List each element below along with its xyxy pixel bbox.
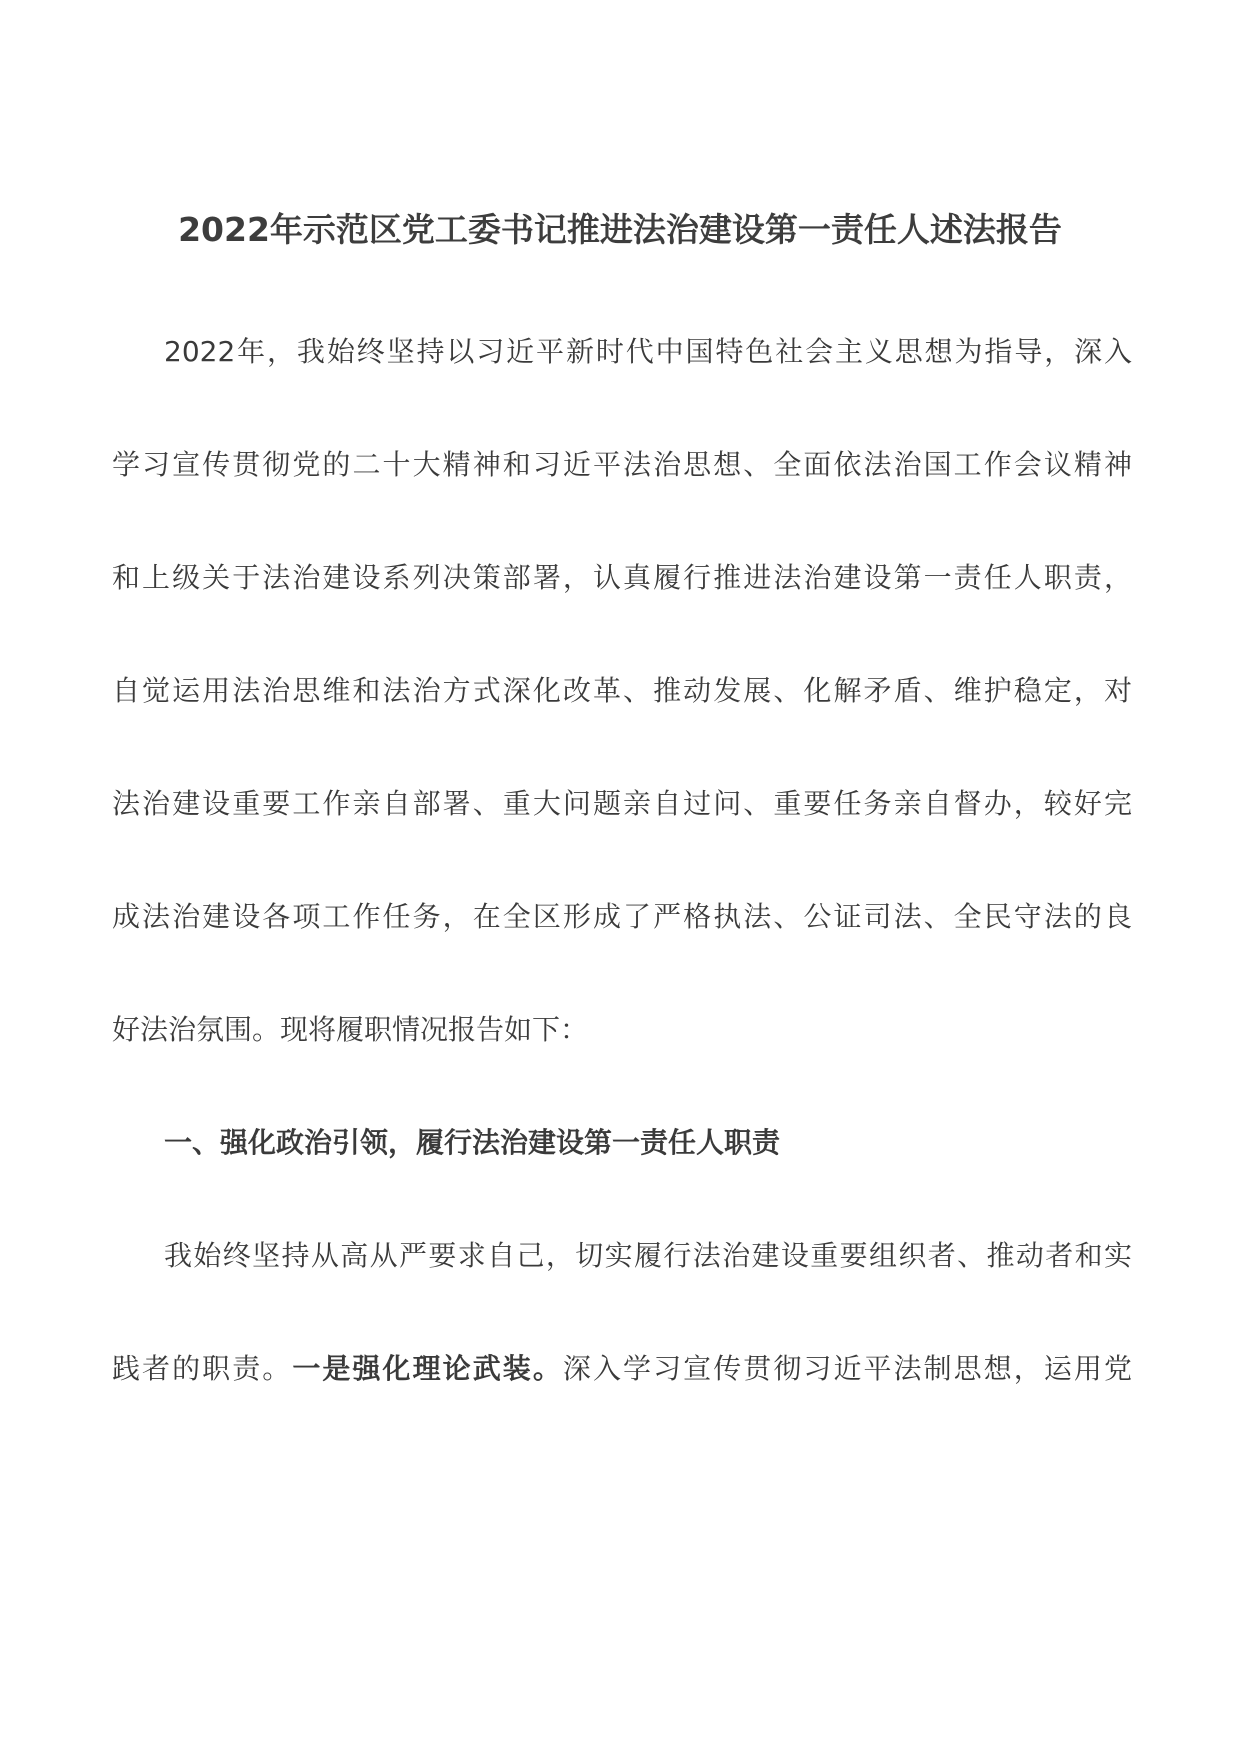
paragraph-line: 和上级关于法治建设系列决策部署，认真履行推进法治建设第一责任人职责， xyxy=(112,561,1132,594)
bold-lead-phrase: 一是强化理论武装。 xyxy=(292,1352,563,1385)
paragraph-line: 法治建设重要工作亲自部署、重大问题亲自过问、重要任务亲自督办，较好完 xyxy=(112,787,1132,820)
paragraph-line: 好法治氛围。现将履职情况报告如下： xyxy=(112,1013,589,1046)
document-title: 2022年示范区党工委书记推进法治建设第一责任人述法报告 xyxy=(178,210,1062,249)
paragraph-text: 践者的职责。 xyxy=(112,1352,293,1385)
paragraph-line: 我始终坚持从高从严要求自己，切实履行法治建设重要组织者、推动者和实 xyxy=(164,1239,1132,1272)
paragraph-line: 自觉运用法治思维和法治方式深化改革、推动发展、化解矛盾、维护稳定，对 xyxy=(112,674,1132,707)
paragraph-line: 学习宣传贯彻党的二十大精神和习近平法治思想、全面依法治国工作会议精神 xyxy=(112,448,1132,481)
paragraph-line: 成法治建设各项工作任务，在全区形成了严格执法、公证司法、全民守法的良 xyxy=(112,900,1132,933)
paragraph-line xyxy=(112,1349,1132,1389)
paragraph-text: 深入学习宣传贯彻习近平法制思想，运用党 xyxy=(562,1352,1132,1385)
paragraph-line: 2022年，我始终坚持以习近平新时代中国特色社会主义思想为指导，深入 xyxy=(164,335,1132,368)
section-heading: 一、强化政治引领，履行法治建设第一责任人职责 xyxy=(164,1126,781,1159)
